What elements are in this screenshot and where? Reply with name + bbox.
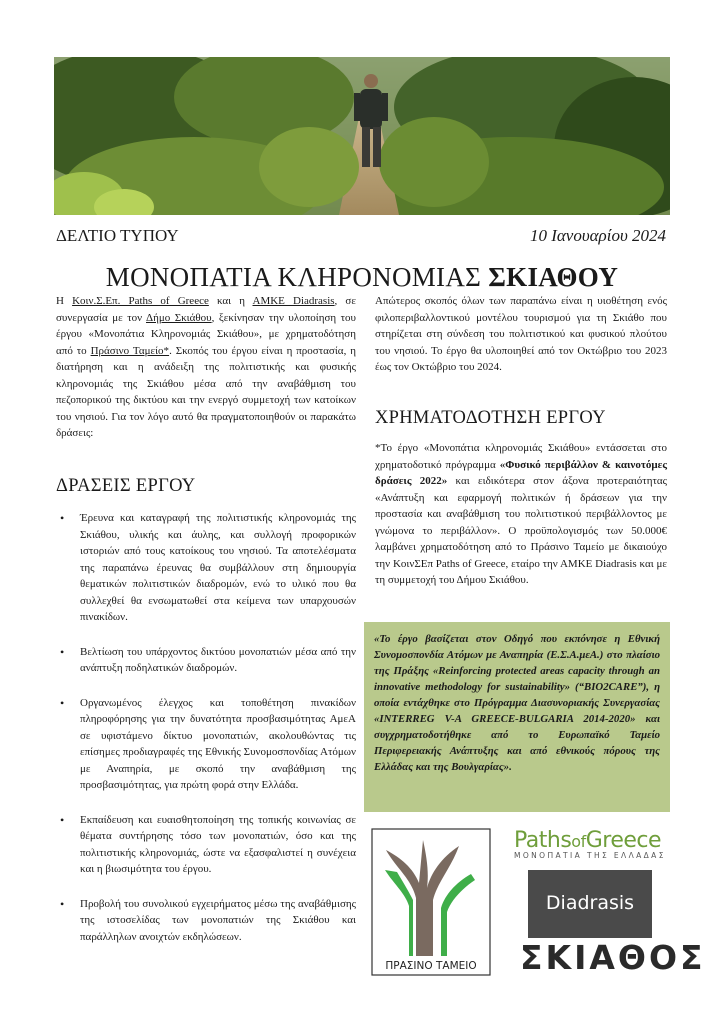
hiker-path-image [54, 57, 670, 215]
green-fund-logo-mark [371, 828, 491, 976]
list-item: • Οργανωμένος έλεγχος και τοποθέτηση πινακίδων πληροφόρησης για την δυνατότητα προσβασιμότητας ΑμεΑ σε υφιστάμενο δίκτυο μονοπατιών, ακολουθώντας τις επίσημες προδιαγραφές της Εθνικής Συνομοσπονδίας Ατόμων με Αναπηρία, με σκοπό την αναβάθμιση της προσβασιμότητας, για πρώτη φορά στην Ελλάδα. [56, 695, 356, 794]
title-plain: ΜΟΝΟΠΑΤΙΑ ΚΛΗΡΟΝΟΜΙΑΣ [105, 262, 489, 292]
paths-of-greece-wordmark [514, 828, 666, 853]
goal-text: Απώτερος σκοπός όλων των παραπάνω είναι η υιοθέτηση ενός φιλοπεριβαλλοντικού μοντέλου τουρισμού για τη Σκιάθο που στηρίζεται στη σύνδεση του πολιτιστικού και φυσικού πλούτου του νησιού. Το έργο θα υλοποιηθεί από τον Οκτώβριο του 2023 έως τον Οκτώβριο του 2024. [375, 295, 667, 373]
release-date: 10 Ιανουαρίου 2024 [529, 226, 666, 245]
intro-text-2: και η [208, 295, 253, 307]
intro-paragraph [56, 293, 356, 442]
title-bold: ΣΚΙΑΘΟΥ [488, 262, 619, 292]
list-item: • Εκπαίδευση και ευαισθητοποίηση της τοπικής κοινωνίας σε θέματα συντήρησης τόσο των μονοπατιών, όσο και της πολιτιστικής κληρονομιάς, ώστε να εξασφαλιστεί η συνέχεια και η βιωσιμότητα του έργου. [56, 812, 356, 878]
funding-note-text: «Το έργο βασίζεται στον Οδηγό που εκπόνησε η Εθνική Συνομοσπονδία Ατόμων με Αναπηρία (Ε.Σ.Α.μεΑ.) στο πλαίσιο της Πράξης «Reinforcing protected areas capacity through an innovative methodology for sustainability» (“BIO2CARE”), η οποία εντάχθηκε στο Πρόγραμμα Διασυνοριακής Συνεργασίας «INTERREG V-A GREECE-BULGARIA 2014-2020» και συγχρηματοδοτήθηκε από το Ευρωπαϊκό Ταμείο Περιφερειακής Ανάπτυξης και από εθνικούς πόρους της Ελλάδας και της Βουλγαρίας». [374, 633, 660, 773]
diadrasis-logo [528, 870, 652, 938]
funding-paragraph [375, 440, 667, 589]
list-item: • Προβολή του συνολικού εγχειρήματος μέσω της αναβάθμισης της ιστοσελίδας των μονοπατιών της Σκιάθου και παράλληλων ανοιχτών εκδηλώσεων. [56, 896, 356, 946]
page-title [0, 262, 724, 293]
link-diadrasis[interactable]: ΑΜΚΕ Diadrasis [252, 295, 335, 307]
link-paths-of-greece[interactable]: Κοιν.Σ.Επ. Paths of Greece [72, 295, 209, 307]
paths-of-greece-subtitle: ΜΟΝΟΠΑΤΙΑ ΤΗΣ ΕΛΛΑΔΑΣ [514, 851, 666, 860]
funding-heading: ΧΡΗΜΑΤΟΔΟΤΗΣΗ ΕΡΓΟΥ [375, 408, 606, 428]
funding-text-2: και ειδικότερα στον άξονα προτεραιότητας «Ανάπτυξη και εφαρμογή πολιτικών ή δράσεων για την προστασία και αναβάθμιση του πολιτιστικού περιβάλλοντος με γνώμονα το περιβάλλον». Ο προϋπολογισμός των 50.000€ λαμβάνει χρηματοδότηση από το Πράσινο Ταμείο με δικαιούχο την ΚοινΣΕπ Paths of Greece, εταίρο την ΑΜΚΕ Diadrasis και με τη συμμετοχή του Δήμου Σκιάθου. [375, 475, 667, 586]
funding-note-box [364, 622, 670, 812]
funding-text-1: *Το έργο «Μονοπάτια κληρονομιάς Σκιάθου» εντάσσεται στο χρηματοδοτικό πρόγραμμα [375, 442, 667, 471]
intro-text-5: . Σκοπός του έργου είναι η προστασία, η διατήρηση και η ανάδειξη της πολιτιστικής και φυσικής κληρονομιάς της Σκιάθου μέσα από την αναβάθμιση του πεζοπορικού της δικτύου και την ενεργό συμμετοχή των κατοίκων του νησιού. Για τον λόγο αυτό θα πραγματοποιηθούν οι παρακάτω δράσεις: [56, 344, 356, 439]
intro-text-3: , σε συνεργασία με τον [56, 295, 356, 324]
skiathos-logo: ΣΚΙΑΘΟΣ [520, 938, 706, 977]
green-fund-label: ΠΡΑΣΙΝΟ ΤΑΜΕΙΟ [385, 960, 477, 972]
link-dimos-skiathou[interactable]: Δήμο Σκιάθου [146, 311, 212, 324]
greece-word: Greece [585, 828, 662, 853]
paths-word: Paths [514, 828, 572, 853]
actions-list [56, 510, 356, 963]
of-word: of [571, 832, 586, 851]
diadrasis-label: Diadrasis [545, 892, 635, 914]
hero-photo [54, 57, 670, 215]
green-fund-logo [371, 828, 491, 976]
press-release-label: ΔΕΛΤΙΟ ΤΥΠΟΥ [56, 226, 179, 245]
link-green-fund[interactable]: Πράσινο Ταμείο* [90, 344, 170, 357]
list-item: • Έρευνα και καταγραφή της πολιτιστικής κληρονομιάς της Σκιάθου, υλικής και άυλης, και συλλογή προφορικών ιστοριών από τους κατοίκους του νησιού. Τα αποτελέσματα της παραπάνω έρευνας θα συμβάλλουν στη δημιουργία θεματικών πολιτιστικών διαδρομών, ενώ το υλικό που θα συλλεχθεί θα ενσωματωθεί στα κείμενα των υπαρχουσών πινακίδων. [56, 510, 356, 626]
list-item: • Βελτίωση του υπάρχοντος δικτύου μονοπατιών μέσα από την ανάπτυξη ποδηλατικών διαδρομών. [56, 644, 356, 677]
goal-paragraph [375, 293, 667, 376]
actions-heading: ΔΡΑΣΕΙΣ ΕΡΓΟΥ [56, 476, 196, 496]
program-name: «Φυσικό περιβάλλον & καινοτόμες δράσεις 2022» [375, 458, 667, 487]
paths-of-greece-logo [514, 828, 666, 860]
intro-text-4: , ξεκίνησαν την υλοποίηση του έργου «Μονοπάτια Κληρονομιάς Σκιάθου», με χρηματοδότηση από το [56, 311, 356, 357]
intro-text-1: Η [56, 295, 73, 307]
